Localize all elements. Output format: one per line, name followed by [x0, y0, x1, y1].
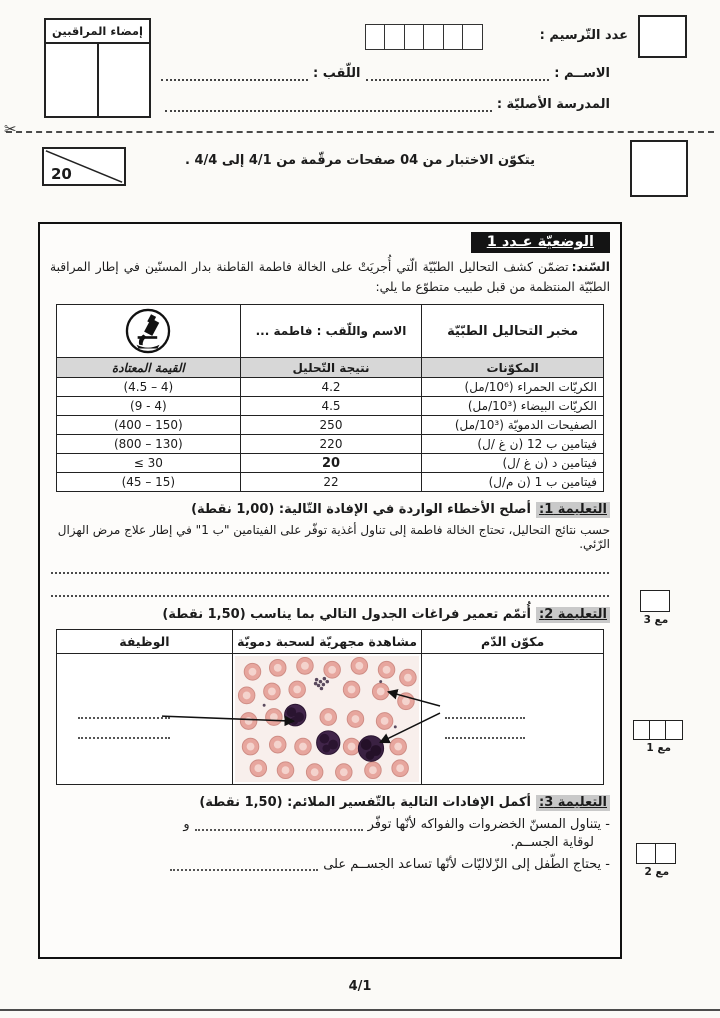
answer-dotted-line	[78, 705, 170, 719]
col-usual: القيمة المعتادة	[57, 358, 241, 378]
analysis-table	[56, 304, 604, 492]
blood-table-wrap	[56, 629, 604, 785]
instruction2-text: أُتمّم تعمير فراغات الجدول التالي بما يناسب (1,50 نقطة)	[162, 607, 532, 623]
analysis-result: 220	[240, 435, 422, 454]
analysis-result: 4.2	[240, 378, 422, 397]
surname-label: اللّقب :	[313, 66, 361, 81]
supervisors-signature-box	[44, 18, 151, 118]
blood-smear-image	[235, 656, 420, 782]
patient-name: الاسم واللّقب : فاطمة ...	[240, 305, 422, 358]
col-observation: مشاهدة مجهريّة لسحبة دمويّة	[232, 630, 422, 654]
name-label: الاســم :	[554, 66, 610, 81]
answer-dotted-line	[195, 819, 363, 831]
usual-value: (4.5 – 4)	[57, 378, 241, 397]
registration-label: عدد التّرسيم :	[539, 28, 628, 43]
supervisors-columns	[46, 44, 149, 116]
completion-item-1-prefix: - يتناول المسنّ الخضروات والفواكه لأنّها توفّر	[367, 817, 610, 833]
total-score: 20	[51, 165, 72, 183]
blood-table-body-row	[57, 654, 604, 785]
secondary-score-box	[630, 140, 688, 197]
instruction3	[50, 795, 610, 810]
mark-cell	[665, 720, 683, 740]
col-result: نتيجة التّحليل	[240, 358, 422, 378]
mark-label: مع 1	[646, 742, 672, 754]
candidate-number-boxes	[366, 24, 483, 50]
analysis-result: 4.5	[240, 397, 422, 416]
answer-dotted-line	[51, 551, 609, 574]
answer-dotted-line	[170, 859, 318, 871]
supervisor-signature-cell	[46, 44, 99, 116]
mark-cells	[642, 590, 670, 612]
supervisors-title: إمضاء المراقبين	[46, 20, 149, 44]
scissors-icon: ✂	[4, 120, 17, 138]
col-components: المكوّنات	[422, 358, 604, 378]
mark-cell	[640, 590, 670, 612]
exercise-frame	[38, 222, 622, 959]
analysis-result: 22	[240, 473, 422, 492]
col-blood-component: مكوّن الدّم	[422, 630, 604, 654]
function-answer-cell	[57, 654, 233, 785]
table-row	[57, 473, 604, 492]
usual-value: (400 – 150)	[57, 416, 241, 435]
instruction1-label: التعليمة 1:	[536, 502, 610, 518]
bottom-edge-line	[0, 1009, 720, 1012]
usual-value: (45 – 15)	[57, 473, 241, 492]
table-row	[57, 397, 604, 416]
component-answer-cell	[422, 654, 604, 785]
component-name: الصفيحات الدمويّة (10³/مل)	[422, 416, 604, 435]
answer-dotted-line	[78, 725, 170, 739]
component-name: الكريّات الحمراء (10⁶/مل)	[422, 378, 604, 397]
mark-box-instruction1	[642, 590, 670, 626]
name-blank-line	[366, 66, 550, 81]
component-name: فيتامين ب 1 (ن م/ل)	[422, 473, 604, 492]
table-row	[57, 435, 604, 454]
digit-box	[443, 24, 464, 50]
mark-cells	[638, 843, 676, 864]
total-score-box	[42, 147, 126, 186]
completion-item-2	[50, 857, 610, 872]
instruction2-label: التعليمة 2:	[536, 607, 610, 623]
lab-header-row	[57, 305, 604, 358]
column-header-row	[57, 358, 604, 378]
answer-dotted-line	[445, 725, 525, 739]
component-name: فيتامين ب 12 (ن غ /ل)	[422, 435, 604, 454]
instruction3-text: أكمل الإفادات التالية بالتّفسير الملائم: (1,50 نقطة)	[199, 795, 532, 811]
identity-row	[156, 66, 610, 81]
school-row	[160, 97, 610, 112]
cut-dashed-line	[4, 120, 714, 138]
instruction3-label: التعليمة 3:	[536, 795, 610, 811]
usual-value: ≤ 30	[57, 454, 241, 473]
completion-item-1	[50, 817, 610, 832]
digit-box	[423, 24, 444, 50]
completion-item-2-prefix: - يحتاج الطّفل إلى الزّلاليّات لأنّها تساعد الجســم على	[323, 857, 610, 873]
completion-item-1-suffix: و	[183, 817, 190, 833]
mark-cell	[636, 843, 657, 864]
instruction1-statement: حسب نتائج التحاليل، تحتاج الخالة فاطمة إلى تناول أغذية توفّر على الفيتامين "ب 1" في إطار علاج مرض الهزال الرّئي.	[57, 523, 610, 552]
mark-box-instruction2	[634, 720, 683, 754]
usual-value: (800 – 130)	[57, 435, 241, 454]
usual-value: (9 - 4)	[57, 397, 241, 416]
support-text: تضمّن كشف التحاليل الطبّيّة الّتي أُجريَتْ على الخالة فاطمة القاطنة بدار المسنّين في إطار المراقبة الطبّيّة المنتظمة من قبل طبيب متطوّع ما يلي:	[50, 260, 610, 294]
school-blank-line	[165, 97, 492, 112]
component-name: الكريّات البيضاء (10³/مل)	[422, 397, 604, 416]
answer-dotted-line	[445, 705, 525, 719]
microscope-icon	[125, 308, 171, 354]
table-row	[57, 378, 604, 397]
analysis-result: 250	[240, 416, 422, 435]
microscope-cell	[57, 305, 241, 358]
lab-name: مخبر التحاليل الطبّيّة	[422, 305, 604, 358]
support-paragraph	[50, 258, 610, 297]
pages-note: يتكوّن الاختبار من 04 صفحات مرقّمة من 4/1 إلى 4/4 .	[185, 153, 535, 168]
registration-number-box	[638, 15, 687, 58]
mark-cells	[634, 720, 683, 740]
digit-box	[462, 24, 483, 50]
supervisor-signature-cell	[99, 44, 150, 116]
mark-label: مع 3	[643, 614, 669, 626]
table-row	[57, 454, 604, 473]
mark-label: مع 2	[644, 866, 670, 878]
blood-smear-cell	[232, 654, 422, 785]
blood-table-header-row	[57, 630, 604, 654]
school-label: المدرسة الأصليّة :	[496, 97, 610, 112]
surname-blank-line	[161, 66, 308, 81]
digit-box	[404, 24, 425, 50]
situation-title: الوضعيّة عـدد 1	[471, 232, 610, 253]
analysis-result-abnormal: 20	[240, 454, 422, 473]
instruction1	[50, 502, 610, 517]
instruction1-text: أصلح الأخطاء الواردة في الإفادة التّالية: (1,00 نقطة)	[191, 502, 532, 518]
instruction2	[50, 607, 610, 622]
col-function: الوظيفة	[57, 630, 233, 654]
completion-item-1-line2: لوقاية الجســم.	[510, 835, 594, 851]
page-number: 4/1	[348, 979, 372, 994]
digit-box	[384, 24, 405, 50]
digit-box	[365, 24, 386, 50]
table-row	[57, 416, 604, 435]
support-label: السّند:	[571, 260, 610, 274]
answer-dotted-line	[51, 574, 609, 597]
mark-cell	[655, 843, 676, 864]
mark-box-instruction3	[638, 843, 676, 878]
component-name: فيتامين د (ن غ /ل)	[422, 454, 604, 473]
blood-components-table	[56, 629, 604, 785]
